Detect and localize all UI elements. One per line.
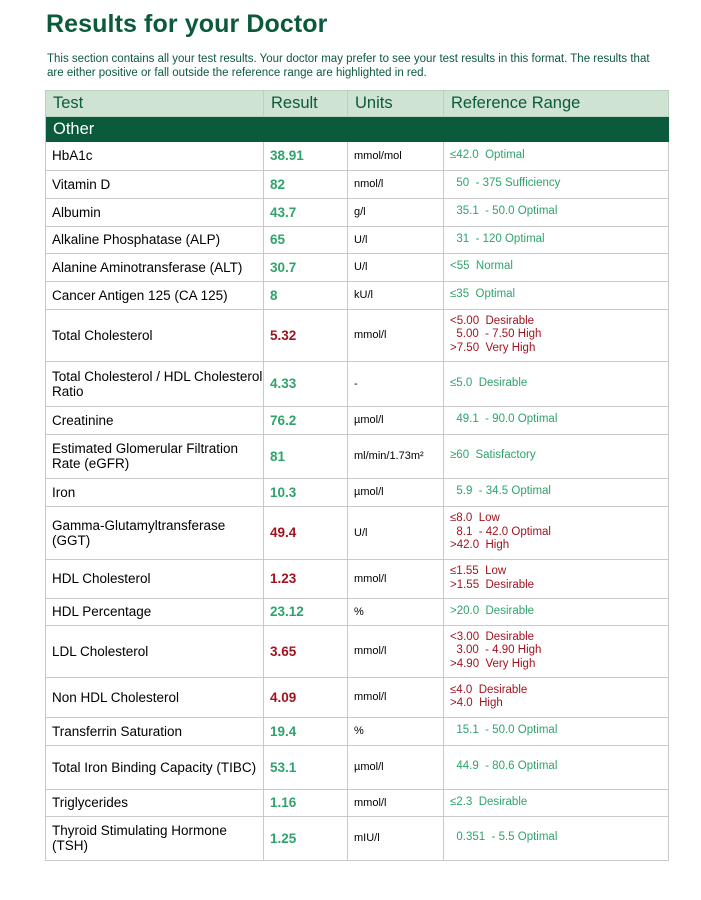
test-result: 8 [264,281,348,309]
reference-range-line: <55 Normal [450,260,513,273]
test-result: 81 [264,434,348,478]
table-row [46,434,669,478]
test-units: µmol/l [348,478,444,506]
reference-range [444,361,669,406]
test-result: 49.4 [264,506,348,559]
test-result: 43.7 [264,198,348,226]
reference-range [444,598,669,625]
table-row [46,253,669,281]
test-result: 4.33 [264,361,348,406]
reference-range [444,253,669,281]
intro-text: This section contains all your test results. Your doctor may prefer to see your test results in this format. The results that are either positive or fall outside the reference range are highlighted in red. [47,53,650,79]
test-units: mmol/l [348,559,444,598]
column-header-result: Result [264,91,348,117]
test-result: 10.3 [264,478,348,506]
table-row [46,142,669,170]
reference-range [444,559,669,598]
test-result: 1.16 [264,789,348,816]
reference-range-line: 5.9 - 34.5 Optimal [450,485,551,498]
test-units: g/l [348,198,444,226]
reference-range [444,677,669,717]
reference-range [444,506,669,559]
test-result: 53.1 [264,745,348,789]
column-header-units: Units [348,91,444,117]
reference-range-line: ≤2.3 Desirable [450,795,528,808]
test-units: - [348,361,444,406]
table-row [46,717,669,745]
reference-range [444,625,669,677]
test-name: Vitamin D [46,170,264,198]
test-name: Thyroid Stimulating Hormone (TSH) [46,816,264,860]
reference-range [444,198,669,226]
reference-range-line: <3.00 Desirable [450,630,535,643]
reference-range-line: 15.1 - 50.0 Optimal [450,724,558,737]
reference-range-line: 8.1 - 42.0 Optimal [450,525,551,538]
reference-range-line: >4.90 Very High [450,657,536,670]
reference-range-line: >4.0 High [450,697,503,709]
reference-range [444,745,669,789]
reference-range [444,406,669,434]
reference-range [444,281,669,309]
table-row [46,361,669,406]
table-row [46,677,669,717]
test-name: Total Iron Binding Capacity (TIBC) [46,745,264,789]
reference-range-line: ≤1.55 Low [450,565,507,577]
table-row [46,745,669,789]
test-result: 76.2 [264,406,348,434]
test-units: mmol/mol [348,142,444,170]
table-header [46,91,669,117]
reference-range-line: <5.00 Desirable [450,314,535,327]
reference-range-line: ≤5.0 Desirable [450,376,528,389]
test-result: 23.12 [264,598,348,625]
test-units: % [348,717,444,745]
test-name: Iron [46,478,264,506]
test-units: U/l [348,226,444,253]
test-result: 38.91 [264,142,348,170]
test-units: kU/l [348,281,444,309]
test-name: Albumin [46,198,264,226]
reference-range-line: 49.1 - 90.0 Optimal [450,413,558,426]
test-result: 65 [264,226,348,253]
section-row [46,117,669,143]
table-row [46,226,669,253]
table-row [46,816,669,860]
results-table [45,90,669,861]
test-units: mIU/l [348,816,444,860]
test-result: 19.4 [264,717,348,745]
reference-range [444,789,669,816]
reference-range [444,434,669,478]
test-result: 30.7 [264,253,348,281]
reference-range-line: >20.0 Desirable [450,604,535,617]
table-row [46,309,669,361]
reference-range-line: ≤8.0 Low [450,512,500,525]
test-units: ml/min/1.73m² [348,434,444,478]
reference-range-line: 35.1 - 50.0 Optimal [450,205,558,218]
test-result: 3.65 [264,625,348,677]
test-units: µmol/l [348,745,444,789]
test-name: Estimated Glomerular Filtration Rate (eGFR) [46,434,264,478]
reference-range-line: >1.55 Desirable [450,578,535,591]
test-units: mmol/l [348,677,444,717]
table-row [46,789,669,816]
test-name: Triglycerides [46,789,264,816]
table-row [46,198,669,226]
reference-range [444,142,669,170]
test-name: Gamma-Glutamyltransferase (GGT) [46,506,264,559]
table-row [46,478,669,506]
reference-range-line: 44.9 - 80.6 Optimal [450,760,558,773]
column-header-reference-range: Reference Range [444,91,669,117]
test-result: 1.23 [264,559,348,598]
test-name: HDL Percentage [46,598,264,625]
test-units: U/l [348,253,444,281]
test-units: mmol/l [348,625,444,677]
reference-range-line: >42.0 High [450,539,510,552]
table-row [46,281,669,309]
reference-range [444,717,669,745]
reference-range-line: ≤35 Optimal [450,288,516,301]
column-header-test: Test [46,91,264,117]
test-name: LDL Cholesterol [46,625,264,677]
test-name: Transferrin Saturation [46,717,264,745]
test-units: % [348,598,444,625]
table-row [46,406,669,434]
test-name: Cancer Antigen 125 (CA 125) [46,281,264,309]
table-row [46,559,669,598]
reference-range-line: ≥60 Satisfactory [450,449,536,462]
section-title: Other [46,117,669,143]
test-result: 5.32 [264,309,348,361]
reference-range [444,816,669,860]
test-result: 4.09 [264,677,348,717]
reference-range-line: ≤4.0 Desirable [450,683,528,696]
table-row [46,598,669,625]
test-name: Alanine Aminotransferase (ALT) [46,253,264,281]
reference-range [444,170,669,198]
reference-range [444,226,669,253]
test-units: U/l [348,506,444,559]
reference-range-line: ≤42.0 Optimal [450,149,525,161]
test-result: 1.25 [264,816,348,860]
reference-range-line: 3.00 - 4.90 High [450,644,542,657]
test-units: mmol/l [348,309,444,361]
reference-range-line: 0.351 - 5.5 Optimal [450,831,558,844]
reference-range-line: 31 - 120 Optimal [450,232,545,245]
reference-range-line: 50 - 375 Sufficiency [450,177,561,190]
test-units: mmol/l [348,789,444,816]
table-body [46,117,669,861]
test-name: Non HDL Cholesterol [46,677,264,717]
test-result: 82 [264,170,348,198]
reference-range-line: 5.00 - 7.50 High [450,328,542,341]
test-units: nmol/l [348,170,444,198]
test-name: HDL Cholesterol [46,559,264,598]
test-name: Total Cholesterol / HDL Cholesterol Ratio [46,361,264,406]
reference-range-line: >7.50 Very High [450,341,536,354]
reference-range [444,309,669,361]
test-name: Total Cholesterol [46,309,264,361]
page-title: Results for your Doctor [46,10,328,38]
table-row [46,170,669,198]
test-name: Creatinine [46,406,264,434]
test-name: Alkaline Phosphatase (ALP) [46,226,264,253]
test-units: µmol/l [348,406,444,434]
reference-range [444,478,669,506]
test-name: HbA1c [46,142,264,170]
table-row [46,625,669,677]
table-row [46,506,669,559]
